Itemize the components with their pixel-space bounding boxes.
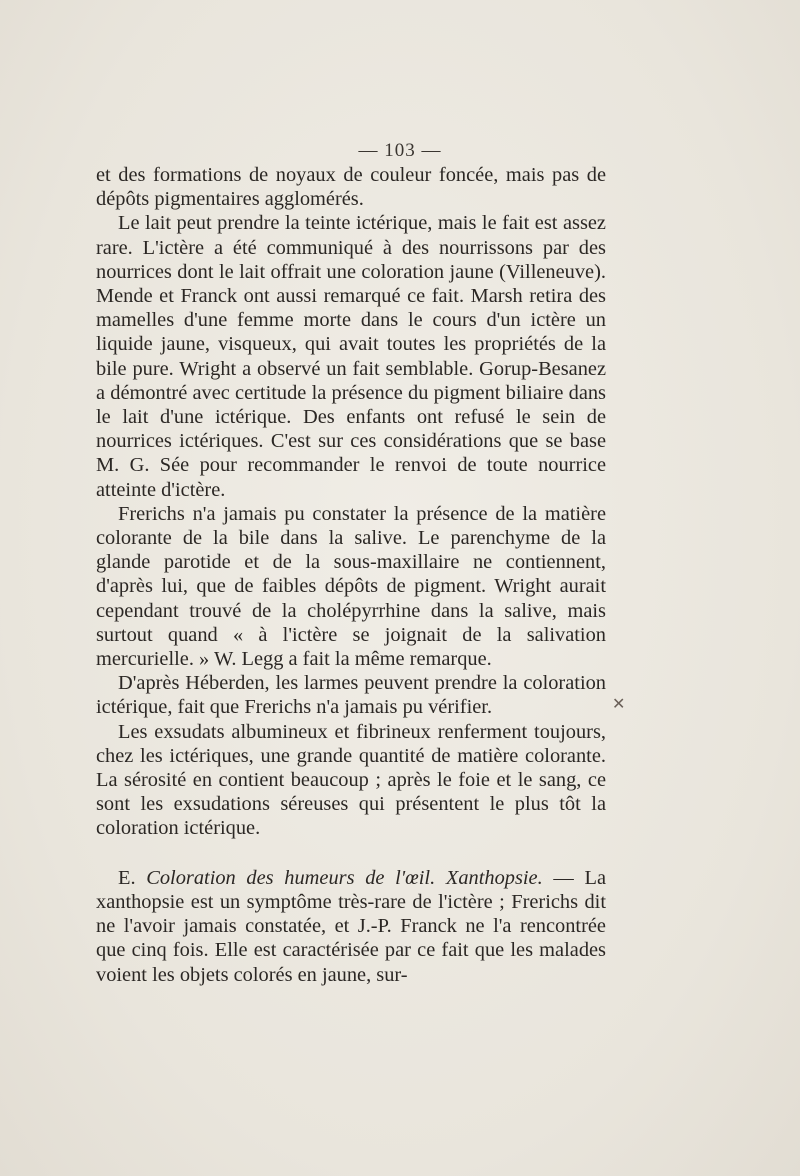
paragraph-exsudats: Les exsudats albumineux et fibrineux renferment toujours, chez les ictériques, une grande quantité de matière colorante. La sérosité en contient beaucoup ; après le foie et le sang, ce sont les exsudations séreuses qui présentent le plus tôt la coloration ictérique. <box>96 720 606 840</box>
paragraph-larmes: D'après Héberden, les larmes peuvent prendre la coloration ictérique, fait que Frerichs n'a jamais pu vérifier. <box>96 672 606 719</box>
page-number: — 103 — <box>358 140 442 161</box>
body-text <box>96 163 606 987</box>
section-spacer <box>96 841 606 866</box>
section-label: E. <box>118 866 136 889</box>
section-body: La xanthopsie est un symptôme très-rare de l'ictère ; Frerichs dit ne l'avoir jamais constatée, et J.-P. Franck ne l'a rencontrée que cinq fois. Elle est caractérisée par ce fait que les malades voient les objets colorés en jaune, sur- <box>96 866 606 986</box>
section-title: Coloration des humeurs de l'œil. Xanthopsie. <box>146 866 543 889</box>
margin-annotation-mark: ✕ <box>612 694 626 713</box>
paragraph-salive: Frerichs n'a jamais pu constater la présence de la matière colorante de la bile dans la salive. Le parenchyme de la glande parotide et de la sous-maxillaire ne contiennent, d'après lui, que de faibles dépôts de pigment. Wright aurait cependant trouvé de la cholépyrrhine dans la salive, mais surtout quand « à l'ictère se joignait de la salivation mercurielle. » W. Legg a fait la même remarque. <box>96 502 606 671</box>
paragraph-continuation: et des formations de noyaux de couleur foncée, mais pas de dépôts pigmentaires agglomérés. <box>96 164 606 211</box>
section-heading-paragraph <box>96 866 606 987</box>
section-dash: — <box>553 866 574 889</box>
paragraph-lait: Le lait peut prendre la teinte ictérique, mais le fait est assez rare. L'ictère a été communiqué à des nourrissons par des nourrices dont le lait offrait une coloration jaune (Villeneuve). Mende et Franck ont aussi remarqué ce fait. Marsh retira des mamelles d'une femme morte dans le cours d'un ictère un liquide jaune, visqueux, qui avait toutes les propriétés de la bile pure. Wright a observé un fait semblable. Gorup-Besanez a démontré avec certitude la présence du pigment biliaire dans le lait d'une ictérique. Des enfants ont refusé le sein de nourrices ictériques. C'est sur ces considérations que se base M. G. Sée pour recommander le renvoi de toute nourrice atteinte d'ictère. <box>96 212 606 501</box>
